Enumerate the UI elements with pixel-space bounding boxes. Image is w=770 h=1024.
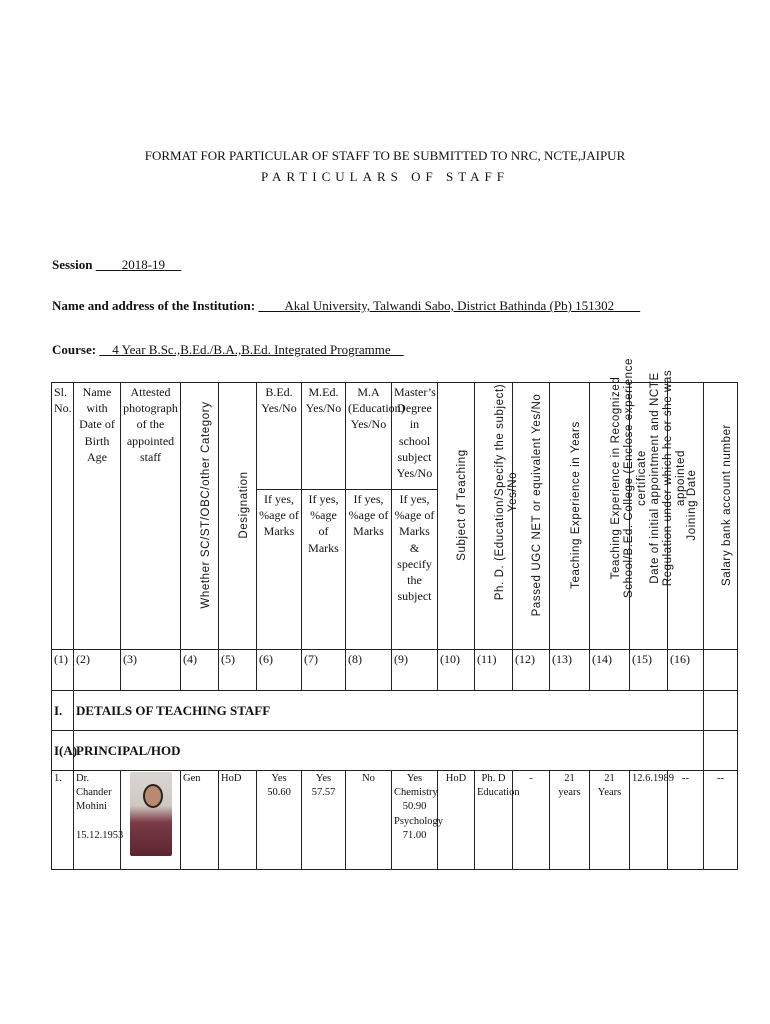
row-salary: --: [704, 771, 738, 870]
section-principal: [52, 731, 738, 771]
section-label: PRINCIPAL/HOD: [74, 731, 704, 771]
session-line: [52, 257, 181, 273]
col-num-9: (9): [392, 650, 438, 691]
institution-value: Akal University, Talwandi Sabo, District Bathinda (Pb) 151302: [284, 298, 615, 313]
header-salary: Salary bank account number: [704, 383, 738, 650]
col-num-12: (12): [513, 650, 550, 691]
header-appointment: Date of initial appointment and NCTE Regulation under which he or she was appointed: [630, 383, 668, 650]
col-num-16: (16): [668, 650, 704, 691]
row-med: Yes 57.57: [302, 771, 346, 870]
col-num-5: (5): [219, 650, 257, 691]
section-label: DETAILS OF TEACHING STAFF: [74, 691, 704, 731]
col-num-3: (3): [121, 650, 181, 691]
row-net: -: [513, 771, 550, 870]
header-exp-school: Teaching Experience in Recognized School/B.Ed. College (Enclose experience certificate: [590, 383, 630, 650]
row-category: Gen: [181, 771, 219, 870]
col-num-7: (7): [302, 650, 346, 691]
institution-line: [52, 298, 640, 314]
header-masters: Master’s Degree in school subject Yes/No: [392, 383, 438, 490]
session-label: Session: [52, 257, 93, 272]
col-num-blank: [704, 650, 738, 691]
header-bed-marks: If yes, %age of Marks: [257, 490, 302, 650]
row-appointment: 12.6.1989: [630, 771, 668, 870]
table-row: [52, 771, 738, 870]
col-num-11: (11): [475, 650, 513, 691]
form-subtitle: PARTICULARS OF STAFF: [261, 169, 509, 184]
header-category: Whether SC/ST/OBC/other Category: [181, 383, 219, 650]
row-exp: 21 years: [550, 771, 590, 870]
course-line: [52, 342, 404, 358]
row-phd: Ph. D Education: [475, 771, 513, 870]
session-value: 2018-19: [121, 257, 166, 272]
col-num-8: (8): [346, 650, 392, 691]
header-med: M.Ed. Yes/No: [302, 383, 346, 490]
header-med-marks: If yes, %age of Marks: [302, 490, 346, 650]
row-joining: --: [668, 771, 704, 870]
header-exp: Teaching Experience in Years: [550, 383, 590, 650]
header-subject: Subject of Teaching: [438, 383, 475, 650]
header-phd: Ph. D. (Education/Specify the subject) Yes/No: [475, 383, 513, 650]
header-designation: Designation: [219, 383, 257, 650]
header-ma-marks: If yes, %age of Marks: [346, 490, 392, 650]
header-masters-marks: If yes, %age of Marks & specify the subject: [392, 490, 438, 650]
col-num-1: (1): [52, 650, 74, 691]
row-subject: HoD: [438, 771, 475, 870]
row-name-cell: [74, 771, 124, 870]
staff-photo: [130, 772, 172, 856]
section-id: I.: [52, 691, 74, 731]
row-designation: HoD: [219, 771, 257, 870]
section-id: I(A): [52, 731, 74, 771]
form-title: FORMAT FOR PARTICULAR OF STAFF TO BE SUBMITTED TO NRC, NCTE,JAIPUR: [144, 148, 626, 163]
col-num-6: (6): [257, 650, 302, 691]
header-name: Name with Date of Birth Age: [74, 383, 121, 650]
col-num-15: (15): [630, 650, 668, 691]
row-exp-school: 21 Years: [590, 771, 630, 870]
staff-table: [51, 358, 738, 870]
course-value: 4 Year B.Sc.,B.Ed./B.A.,B.Ed. Integrated Programme: [112, 342, 391, 357]
row-ma: No: [346, 771, 392, 870]
header-sl: Sl. No.: [52, 383, 74, 650]
col-num-14: (14): [590, 650, 630, 691]
column-number-row: [52, 650, 738, 691]
col-num-13: (13): [550, 650, 590, 691]
row-photo-cell: [121, 771, 181, 870]
col-num-4: (4): [181, 650, 219, 691]
header-joining: Joining Date: [668, 383, 704, 650]
header-bed: B.Ed. Yes/No: [257, 383, 302, 490]
row-bed: Yes 50.60: [257, 771, 302, 870]
course-label: Course:: [52, 342, 97, 357]
row-name: Dr. Chander Mohini: [76, 773, 112, 813]
row-masters: Yes Chemistry 50.90 Psychology 71.00: [392, 771, 438, 870]
header-photo: Attested photograph of the appointed staff: [121, 383, 181, 650]
header-row: [52, 383, 738, 490]
row-sl: 1.: [52, 771, 74, 870]
section-teaching-staff: [52, 691, 738, 731]
col-num-10: (10): [438, 650, 475, 691]
col-num-2: (2): [74, 650, 121, 691]
row-dob: 15.12.1953: [76, 829, 124, 841]
header-net: Passed UGC NET or equivalent Yes/No: [513, 383, 550, 650]
institution-label: Name and address of the Institution:: [52, 298, 256, 313]
header-ma: M.A (Education) Yes/No: [346, 383, 392, 490]
